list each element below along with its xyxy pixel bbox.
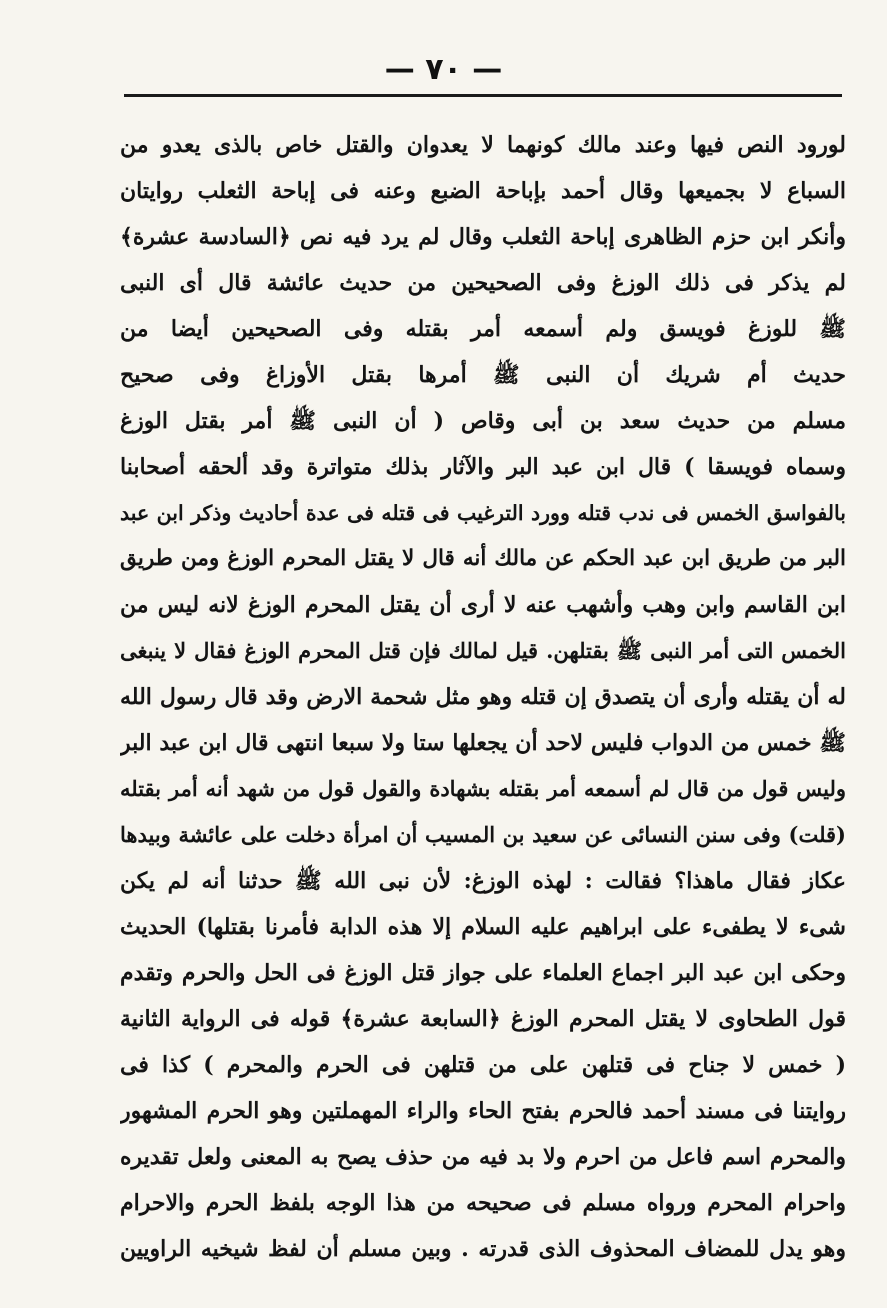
text-line: البر من طريق ابن عبد الحكم عن مالك أنه قال لا يقتل المحرم الوزغ ومن طريق	[120, 546, 846, 571]
text-line: وسماه فويسقا ) قال ابن عبد البر والآثار بذلك متواترة وقد ألحقه أصحابنا	[120, 454, 846, 480]
text-line: عكاز فقال ماهذا؟ فقالت : لهذه الوزغ: لأن نبى الله ﷺ حدثنا أنه لم يكن	[120, 868, 846, 894]
text-line: ابن القاسم وابن وهب وأشهب عنه لا أرى أن يقتل المحرم الوزغ لانه ليس من	[120, 592, 846, 618]
text-line: والمحرم اسم فاعل من احرم ولا بد فيه من حذف يصح به المعنى ولعل تقديره	[120, 1144, 846, 1170]
text-line: ﷺ خمس من الدواب فليس لاحد أن يجعلها ستا ولا سبعا انتهى قال ابن عبد البر	[120, 730, 846, 756]
text-line: قول الطحاوى لا يقتل المحرم الوزغ ﴿السابعة عشرة﴾ قوله فى الرواية الثانية	[120, 1006, 846, 1032]
body-text	[120, 122, 846, 1272]
page-header	[0, 48, 887, 92]
text-line: لورود النص فيها وعند مالك كونهما لا يعدوان والقتل خاص بالذى يعدو من	[120, 132, 846, 158]
text-line: حديث أم شريك أن النبى ﷺ أمرها بقتل الأوزاغ وفى صحيح	[120, 362, 846, 388]
text-line: ( خمس لا جناح فى قتلهن على من قتلهن فى الحرم والمحرم ) كذا فى	[120, 1052, 846, 1078]
text-line: السباع لا بجميعها وقال أحمد بإباحة الضبع وعنه فى إباحة الثعلب روايتان	[120, 178, 846, 204]
text-line: روايتنا فى مسند أحمد فالحرم بفتح الحاء والراء المهملتين وهو الحرم المشهور	[120, 1098, 846, 1124]
text-line: بالفواسق الخمس فى ندب قتله وورد الترغيب فى قتله فى عدة أحاديث وذكر ابن عبد	[120, 501, 846, 525]
text-line: وأنكر ابن حزم الظاهرى إباحة الثعلب وقال لم يرد فيه نص ﴿السادسة عشرة﴾	[120, 224, 846, 250]
text-line: لم يذكر فى ذلك الوزغ وفى الصحيحين من حديث عائشة قال أى النبى	[120, 270, 846, 296]
text-line: الخمس التى أمر النبى ﷺ بقتلهن. قيل لمالك فإن قتل المحرم الوزغ فقال لا ينبغى	[120, 638, 846, 663]
text-line: ﷺ للوزغ فويسق ولم أسمعه أمر بقتله وفى الصحيحين أيضا من	[120, 316, 846, 342]
text-line: (قلت) وفى سنن النسائى عن سعيد بن المسيب أن امرأة دخلت على عائشة وبيدها	[120, 822, 846, 847]
text-line: واحرام المحرم ورواه مسلم فى صحيحه من هذا الوجه بلفظ الحرم والاحرام	[120, 1190, 846, 1216]
text-line: شىء لا يطفىء على ابراهيم عليه السلام إلا هذه الدابة فأمرنا بقتلها) الحديث	[120, 914, 846, 940]
text-line: وهو يدل للمضاف المحذوف الذى قدرته . وبين مسلم أن لفظ شيخيه الراويين	[120, 1236, 846, 1262]
text-line: له أن يقتله وأرى أن يتصدق إن قتله وهو مثل شحمة الارض وقد قال رسول الله	[120, 684, 846, 710]
header-rule	[124, 94, 842, 97]
page-number: — ٧٠ —	[384, 52, 503, 87]
text-line: مسلم من حديث سعد بن أبى وقاص ( أن النبى ﷺ أمر بقتل الوزغ	[120, 408, 846, 434]
text-line: وليس قول من قال لم أسمعه أمر بقتله بشهادة والقول قول من شهد أنه أمر بقتله	[120, 776, 846, 801]
text-line: وحكى ابن عبد البر اجماع العلماء على جواز قتل الوزغ فى الحل والحرم وتقدم	[120, 960, 846, 986]
